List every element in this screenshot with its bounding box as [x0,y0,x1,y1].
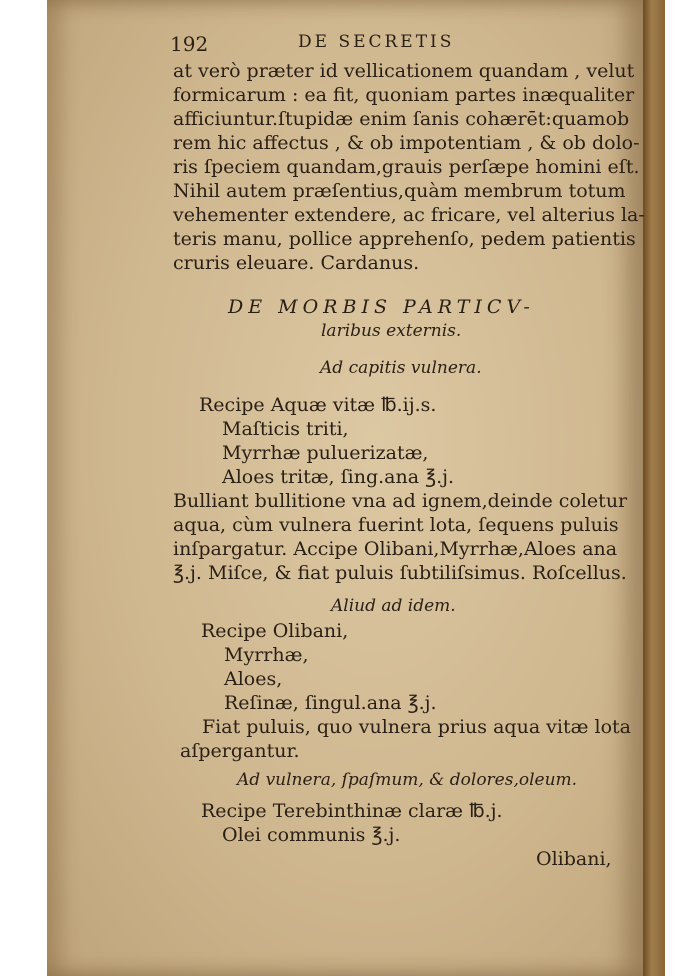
body-line: ris ſpeciem quandam,grauis perſæpe homini eſt. [173,156,640,178]
recipe-line: Aloes, [224,668,283,690]
running-title: DE SECRETIS [298,32,455,52]
catchword: Olibani, [536,848,612,870]
recipe-title: Aliud ad idem. [331,596,456,616]
recipe-line: Recipe Olibani, [201,620,349,642]
recipe-title: Ad capitis vulnera. [320,358,482,378]
recipe-line: Recipe Terebinthinæ claræ ℔.j. [201,800,503,822]
book-spine-edge [643,0,665,976]
recipe-line: Maſticis triti, [222,418,349,440]
body-line: aſpergantur. [180,740,300,762]
body-line: Fiat puluis, quo vulnera prius aqua vitæ lota [202,716,632,738]
recipe-line: Reſinæ, ſingul.ana ℥.j. [224,692,437,714]
body-line: rem hic affectus , & ob impotentiam , & ob dolo- [173,132,640,154]
page-number: 192 [170,32,209,56]
section-subheading: laribus externis. [321,321,462,341]
recipe-line: Recipe Aquæ vitæ ℔.ij.s. [199,394,437,416]
body-line: inſpargatur. Accipe Olibani,Myrrhæ,Aloes ana [173,538,618,560]
body-line: teris manu, pollice apprehenſo, pedem patientis [173,228,636,250]
body-line: afficiuntur.ſtupidæ enim ſanis cohærēt:quamob [173,108,630,130]
body-line: formicarum : ea fit, quoniam partes inæqualiter [173,84,635,106]
body-line: cruris eleuare. Cardanus. [173,252,420,274]
recipe-line: Myrrhæ, [224,644,309,666]
recipe-line: Olei communis ℥.j. [222,824,401,846]
body-line: Nihil autem præſentius,quàm membrum totum [173,180,626,202]
body-line: aqua, cùm vulnera fuerint lota, ſequens puluis [173,514,619,536]
recipe-line: Myrrhæ puluerizatæ, [222,442,429,464]
body-line: Bulliant bullitione vna ad ignem,deinde coletur [173,490,628,512]
body-line: at verò præter id vellicationem quandam , velut [173,60,635,82]
body-line: ℥.j. Miſce, & fiat puluis ſubtiliſsimus. Roſcellus. [173,562,627,584]
section-heading: DE MORBIS PARTICV- [228,296,535,318]
body-line: vehementer extendere, ac fricare, vel alterius la- [173,204,645,226]
recipe-title: Ad vulnera, ſpaſmum, & dolores,oleum. [237,770,578,790]
recipe-line: Aloes tritæ, ſing.ana ℥.j. [222,466,455,488]
